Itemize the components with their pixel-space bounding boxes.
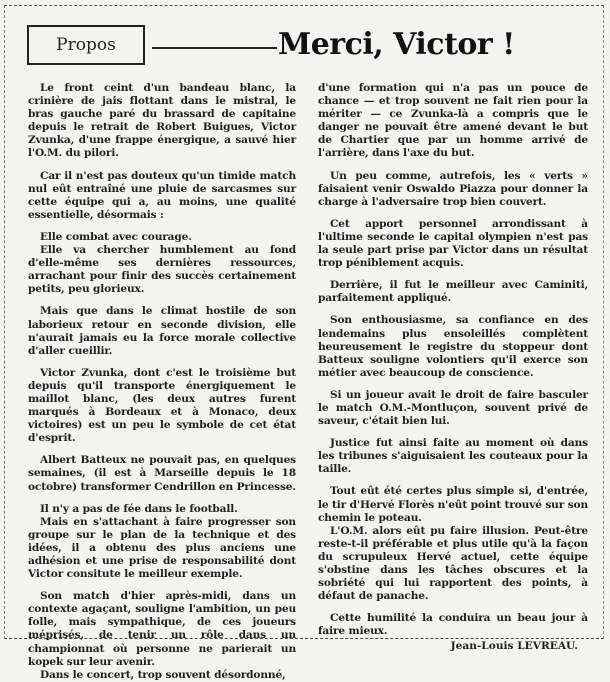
paragraph: Mais en s'attachant à faire progresser son groupe sur le plan de la technique et des idées, il a obtenu des plus anciens une adhésion et une prise de responsabilité dont Victor consitute le meilleur exemple.: [28, 515, 296, 581]
rubric-box: [27, 25, 145, 65]
header-rule: [152, 47, 277, 49]
paragraph: Mais que dans le climat hostile de son laborieux retour en seconde division, elle n'aurait jamais eu la force morale collective d'aller cueillir.: [28, 305, 296, 357]
paragraph: Car il n'est pas douteux qu'un timide match nul eût entraîné une pluie de sarcasmes sur cette équipe qui a, au moins, une qualité essentielle, désormais :: [28, 169, 296, 221]
paragraph: L'O.M. alors eût pu faire illusion. Peut-être reste-t-il préférable et plus utile qu'à la façon du scrupuleux Hervé actuel, cette équipe s'obstine dans les tâches obscures et la sobriété qui lui rapportent des points, à défaut de panache.: [318, 524, 588, 603]
paragraph: Cette humilité la conduira un beau jour à faire mieux.: [318, 612, 588, 638]
rubric-label: Propos: [56, 35, 116, 55]
author-signature: Jean-Louis LEVREAU.: [450, 640, 578, 653]
article-header: [27, 25, 587, 69]
paragraph: Son match d'hier après-midi, dans un contexte agaçant, souligne l'ambition, un peu folle, mais sympathique, de ces joueurs méprisés, de tenir un rôle dans un championnat où personne ne parierait un kopek sur leur avenir.: [28, 590, 296, 668]
paragraph: Elle va chercher humblement au fond d'elle-même ses dernières ressources, arrachant pour finir des succès certainement petits, peu glorieux.: [28, 244, 296, 296]
paragraph: Il n'y a pas de fée dans le football.: [40, 502, 238, 515]
left-column: [28, 82, 296, 682]
paragraph: Elle combat avec courage.: [40, 230, 192, 243]
paragraph: Un peu comme, autrefois, les « verts » faisaient venir Oswaldo Piazza pour donner la charge à l'adversaire trop bien couvert.: [318, 169, 588, 208]
paragraph: d'une formation qui n'a pas un pouce de chance — et trop souvent ne fait rien pour la mériter — ce Zvunka-là a compris que le danger ne pouvait être amené devant le but de Chartier que par un homme arrivé de l'arrière, dans l'axe du but.: [318, 82, 588, 160]
paragraph: Albert Batteux ne pouvait pas, en quelques semaines, (il est à Marseille depuis le 18 octobre) transformer Cendrillon en Princesse.: [28, 454, 296, 493]
paragraph: Victor Zvunka, dont c'est le troisième but depuis qu'il transporte énergiquement le maillot blanc, (les deux autres furent marqués à Bordeaux et à Monaco, deux victoires) est un peu le symbole de cet état d'esprit.: [28, 366, 296, 445]
paragraph: Son enthousiasme, sa confiance en des lendemains plus ensoleillés complètent heureusement le registre du stoppeur dont Batteux souligne volontiers qu'il exerce son métier avec beaucoup de conscience.: [318, 314, 588, 379]
headline: Merci, Victor !: [278, 27, 515, 62]
paragraph: Cet apport personnel arrondissant à l'ultime seconde le capital olympien n'est pas la seule part prise par Victor dans un résultat trop péniblement acquis.: [318, 217, 588, 270]
paragraph: Le front ceint d'un bandeau blanc, la crinière de jais flottant dans le mistral, le bras gauche paré du brassard de capitaine depuis le retrait de Robert Buigues, Victor Zvunka, d'une frappe énergique, a sauvé hier l'O.M. du pilori.: [28, 82, 296, 160]
paragraph: Dans le concert, trop souvent désordonné,: [40, 668, 286, 681]
paragraph: Justice fut ainsi faite au moment où dans les tribunes s'aiguisaient les couteaux pour la taille.: [318, 437, 588, 476]
paragraph: Tout eût été certes plus simple si, d'entrée, le tir d'Hervé Florès n'eût point trouvé sur son chemin le poteau.: [318, 485, 588, 524]
paragraph: Si un joueur avait le droit de faire basculer le match O.M.-Montluçon, souvent privé de saveur, c'était bien lui.: [318, 388, 588, 428]
right-column: [318, 82, 588, 654]
paragraph: Derrière, il fut le meilleur avec Caminiti, parfaitement appliqué.: [318, 279, 588, 305]
